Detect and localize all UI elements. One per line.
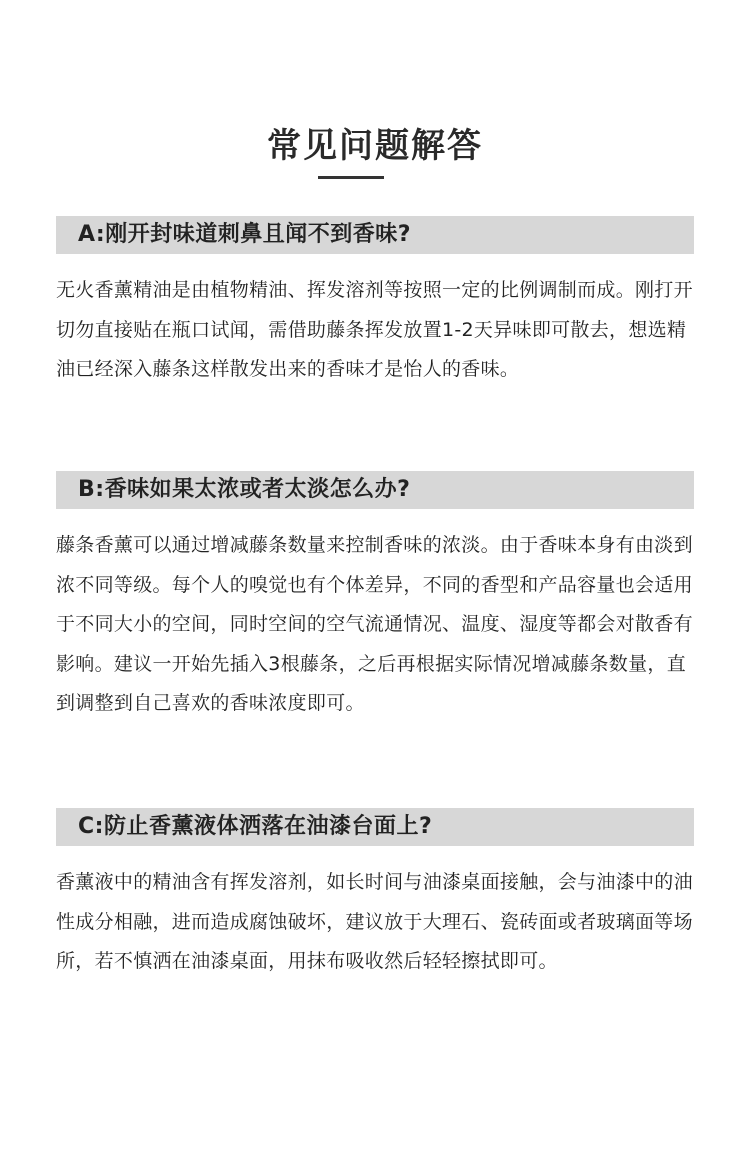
title-underline — [318, 176, 384, 179]
faq-section-b — [56, 471, 694, 724]
faq-section-a — [56, 216, 694, 390]
faq-section-c — [56, 808, 694, 982]
faq-question-b: B:香味如果太浓或者太淡怎么办? — [56, 471, 694, 509]
faq-answer-c: 香薰液中的精油含有挥发溶剂，如长时间与油漆桌面接触，会与油漆中的油性成分相融，进而造成腐蚀破坏，建议放于大理石、瓷砖面或者玻璃面等场所，若不慎洒在油漆桌面，用抹布吸收然后轻轻擦拭即可。 — [56, 871, 693, 972]
faq-answer-b: 藤条香薰可以通过增减藤条数量来控制香味的浓淡。由于香味本身有由淡到浓不同等级。每个人的嗅觉也有个体差异，不同的香型和产品容量也会适用于不同大小的空间，同时空间的空气流通情况、温度、湿度等都会对散香有影响。建议一开始先插入3根藤条，之后再根据实际情况增减藤条数量，直到调整到自己喜欢的香味浓度即可。 — [56, 534, 693, 714]
faq-question-c: C:防止香薰液体洒落在油漆台面上? — [56, 808, 694, 846]
faq-question-a: A:刚开封味道刺鼻且闻不到香味? — [56, 216, 694, 254]
page-title: 常见问题解答 — [267, 126, 483, 166]
faq-answer-a: 无火香薰精油是由植物精油、挥发溶剂等按照一定的比例调制而成。刚打开切勿直接贴在瓶口试闻，需借助藤条挥发放置1-2天异味即可散去，想选精油已经深入藤条这样散发出来的香味才是怡人的香味。 — [56, 279, 693, 380]
